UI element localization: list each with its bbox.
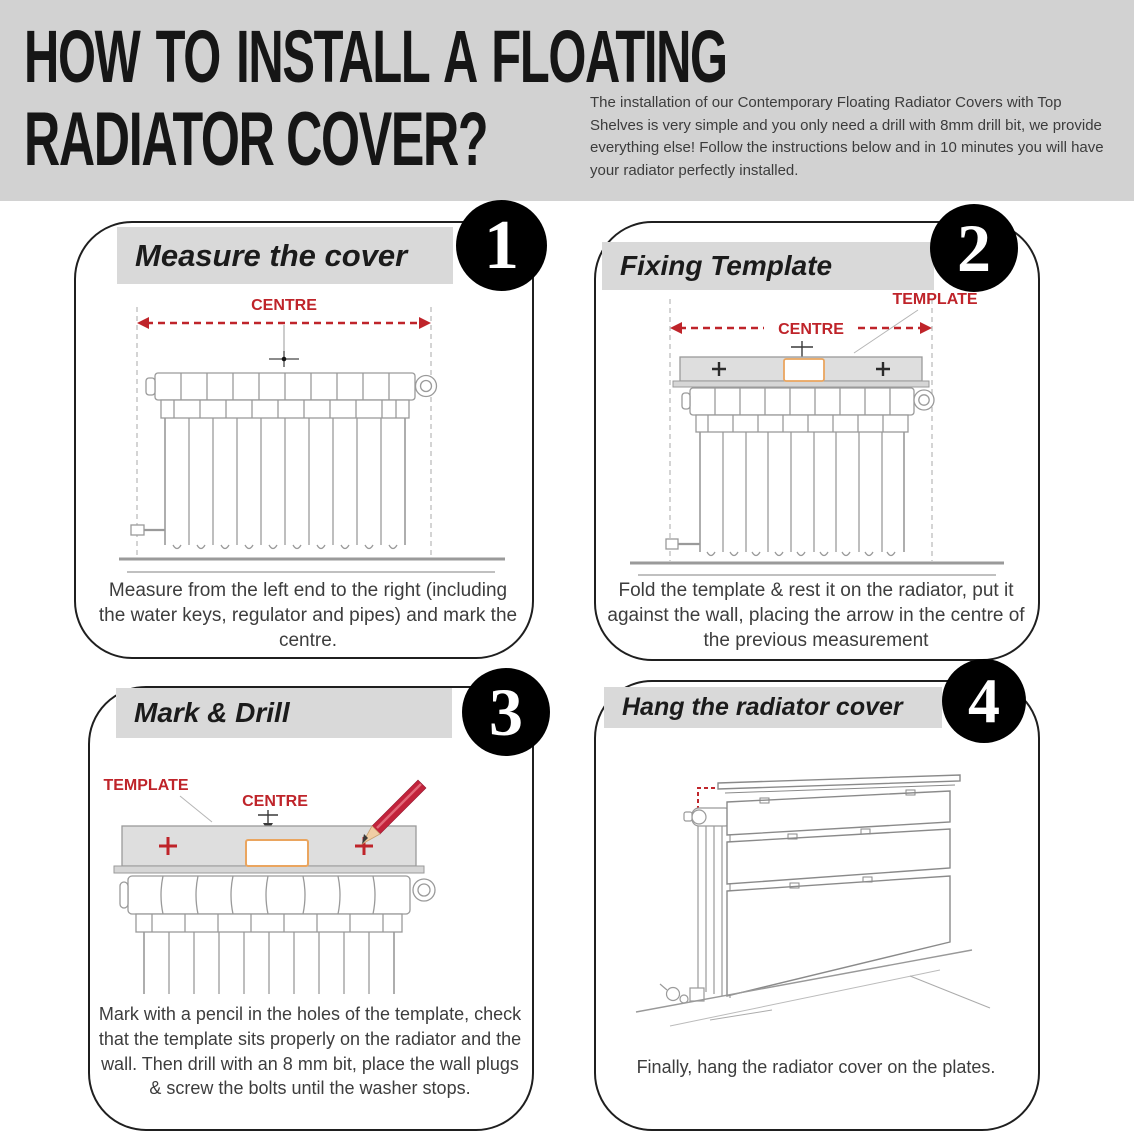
template-pointer-line — [854, 310, 918, 353]
radiator-drawing — [120, 876, 435, 994]
radiator-fins — [165, 418, 405, 545]
template-pointer-line — [180, 796, 212, 822]
step3-title-bar — [116, 688, 452, 738]
step3-caption: Mark with a pencil in the holes of the template, check that the template sits properly on the radiator and the wall. Then drill with an 8 mm bit, place the wall plugs & screw the bolts until the washer stops. — [98, 1004, 522, 1099]
step4-caption: Finally, hang the radiator cover on the plates. — [636, 1057, 996, 1077]
radiator-eyelet-icon — [914, 390, 934, 410]
radiator-left-cap — [120, 882, 128, 908]
step1-number-badge — [456, 200, 547, 291]
centre-label: CENTRE — [251, 297, 317, 314]
step1-caption: Measure from the left end to the right (including the water keys, regulator and pipes) and mark the centre. — [98, 580, 518, 652]
step3-number-badge — [462, 668, 550, 756]
step4-illustration — [610, 758, 1030, 1050]
radiator-feet — [173, 545, 397, 549]
step2-title: Fixing Template — [620, 250, 833, 281]
radiator-drawing — [131, 373, 437, 549]
radiator-eyelet-icon — [416, 376, 437, 397]
step2-caption: Fold the template & rest it on the radiator, put it against the wall, placing the arrow in the centre of the previous measurement — [607, 580, 1025, 652]
cover-slat-2 — [727, 829, 950, 884]
step4-number: 4 — [968, 665, 1000, 736]
radiator-left-cap — [682, 393, 690, 409]
radiator-drawing — [666, 388, 934, 556]
radiator-fins — [700, 432, 904, 552]
radiator-fins — [144, 932, 394, 994]
top-shelf — [718, 775, 960, 789]
page-title-line1: HOW TO INSTALL A FLOATING — [24, 15, 727, 98]
centre-label: CENTRE — [778, 321, 844, 338]
template-notch — [784, 359, 824, 381]
step3-illustration — [100, 768, 530, 1000]
template-label: TEMPLATE — [892, 291, 978, 308]
template-bar — [673, 357, 929, 387]
radiator-cover-drawing — [718, 775, 960, 996]
step4-number-badge — [942, 659, 1026, 743]
valve-icon — [666, 539, 700, 549]
step3-title: Mark & Drill — [134, 697, 290, 728]
step4-title: Hang the radiator cover — [622, 693, 903, 721]
step4-title-bar — [604, 687, 942, 728]
step2-illustration — [602, 287, 1032, 579]
template-label: TEMPLATE — [103, 777, 189, 794]
step1-illustration — [85, 293, 525, 578]
page-title-line2: RADIATOR COVER? — [24, 97, 488, 182]
step3-number: 3 — [489, 673, 523, 750]
step1-number: 1 — [484, 206, 519, 284]
header — [0, 0, 1134, 201]
valve-icon — [131, 525, 165, 535]
cover-slat-3 — [727, 876, 950, 996]
step1-title: Measure the cover — [135, 237, 408, 273]
centre-label: CENTRE — [242, 793, 308, 810]
radiator-feet — [707, 552, 895, 556]
step2-number-badge — [930, 204, 1018, 292]
radiator-eyelet-icon — [413, 879, 435, 901]
radiator-behind — [660, 808, 732, 1003]
floor-lines — [630, 563, 1004, 575]
floor-lines — [119, 559, 505, 572]
step2-number: 2 — [957, 209, 991, 286]
centre-mark-icon — [269, 325, 299, 367]
step1-title-bar — [117, 227, 453, 284]
intro-paragraph: The installation of our Contemporary Floating Radiator Covers with Top Shelves is very simple and you only need a drill with 8mm drill bit, we provide everything else! Follow the instructions below and in 10 minutes you will have your radiator perfectly installed. — [590, 94, 1104, 179]
step2-title-bar — [602, 242, 934, 290]
radiator-left-cap — [146, 378, 155, 395]
template-notch — [246, 840, 308, 866]
